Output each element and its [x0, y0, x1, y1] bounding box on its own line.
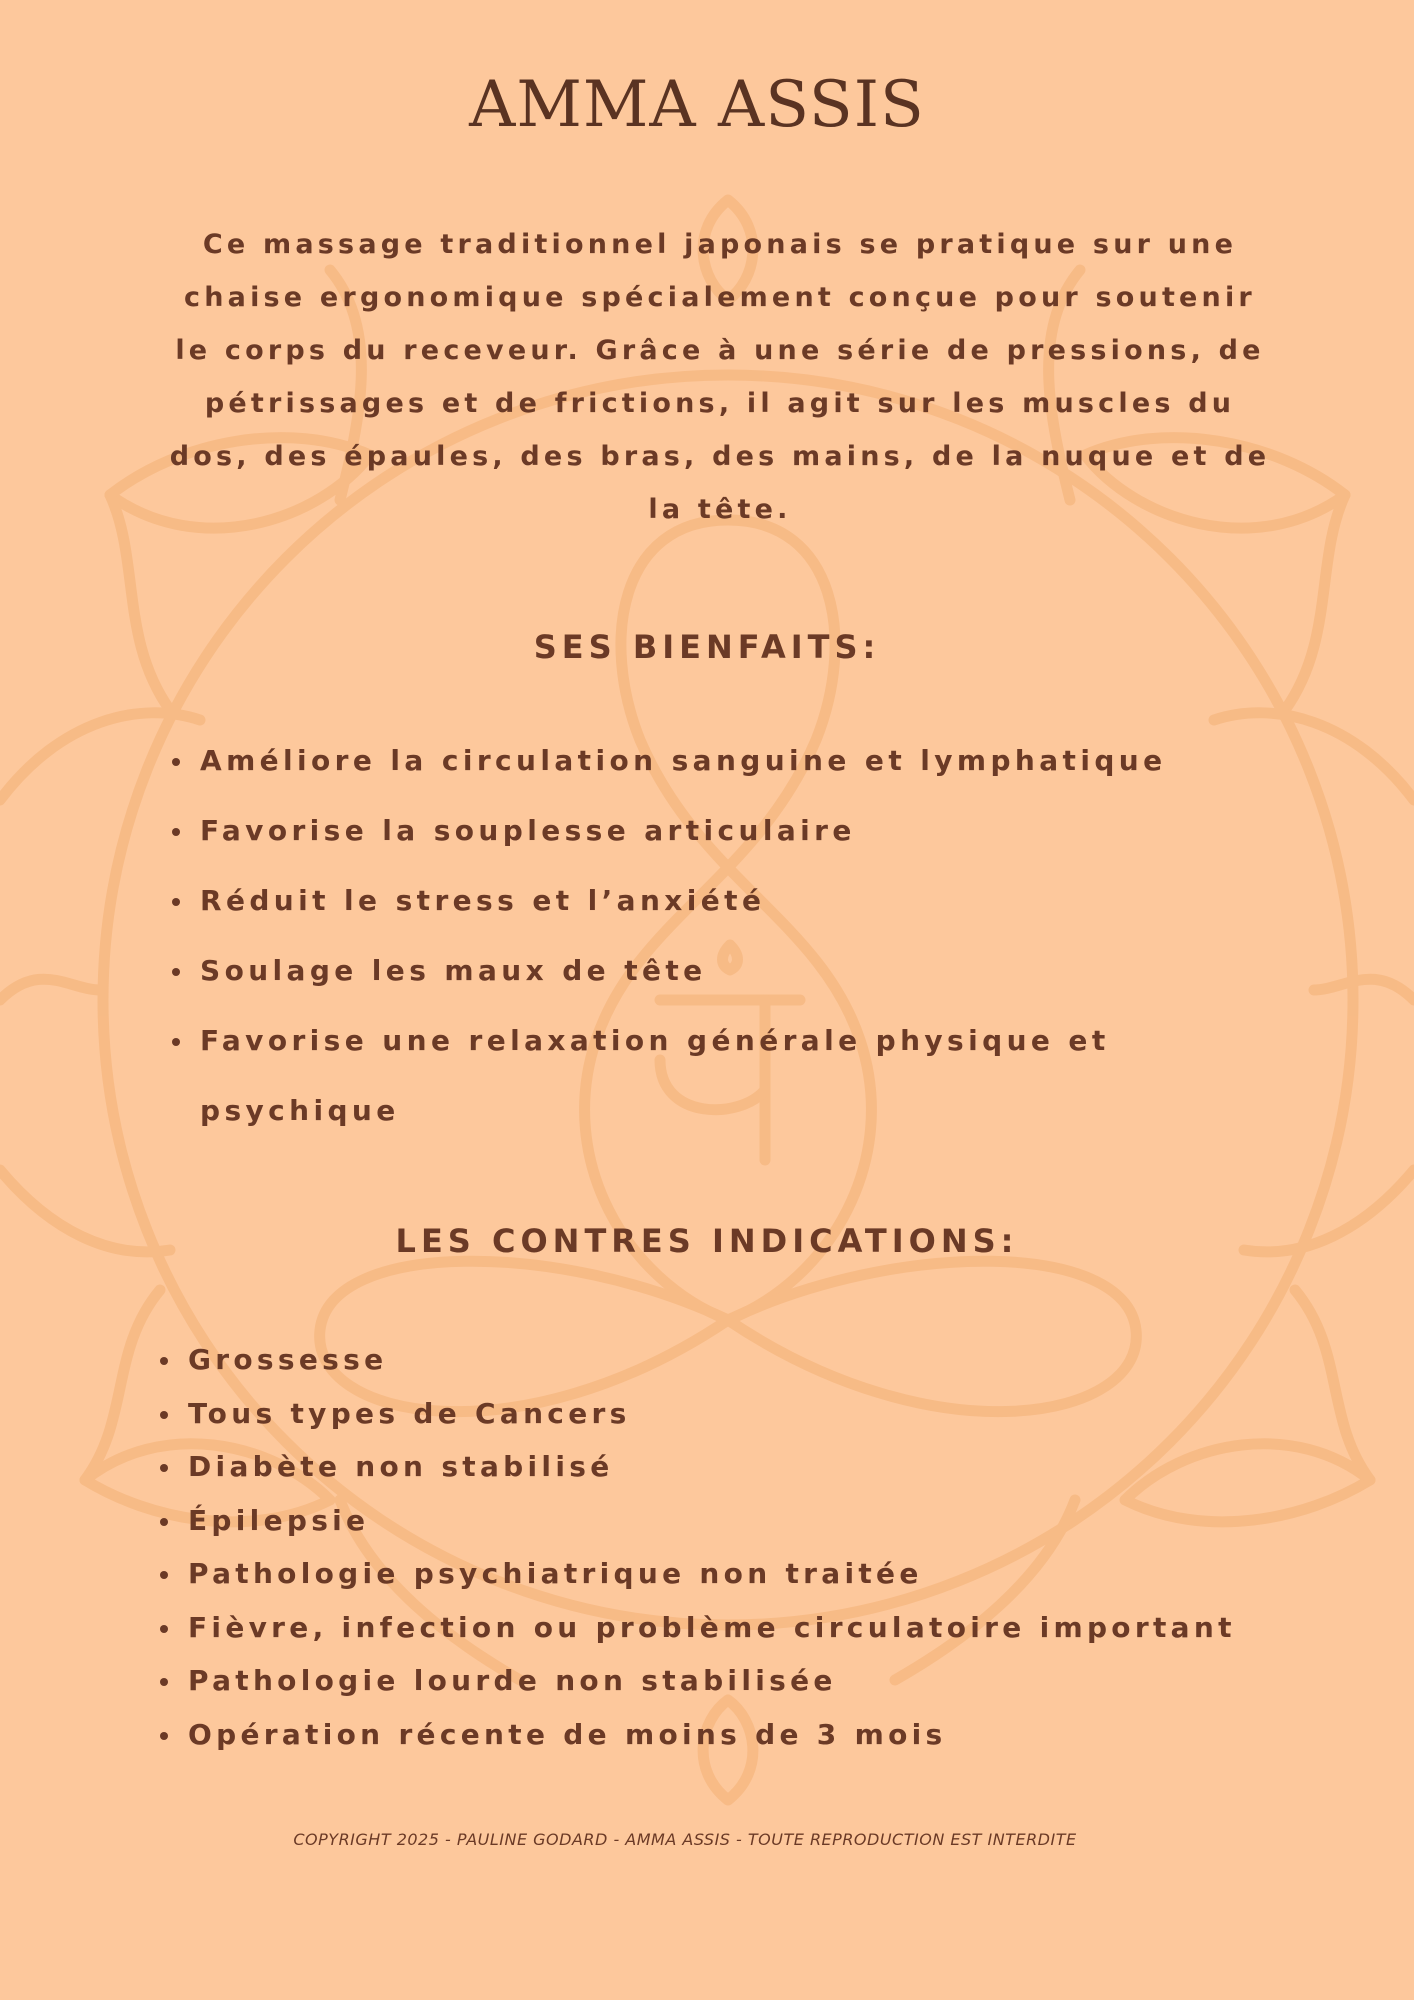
list-item: Soulage les maux de tête [200, 936, 1200, 1006]
list-item: Favorise une relaxation générale physique et psychique [200, 1006, 1200, 1146]
benefits-heading: SES BIENFAITS: [533, 628, 881, 666]
copyright-footer: COPYRIGHT 2025 - PAULINE GODARD - AMMA ASSIS - TOUTE REPRODUCTION EST INTERDITE [293, 1830, 1077, 1849]
list-item: Grossesse [188, 1333, 1248, 1387]
list-item: Pathologie psychiatrique non traitée [188, 1547, 1248, 1601]
list-item: Pathologie lourde non stabilisée [188, 1654, 1248, 1708]
list-item: Fièvre, infection ou problème circulatoire important [188, 1601, 1248, 1655]
list-item: Tous types de Cancers [188, 1387, 1248, 1441]
benefits-list [200, 726, 1200, 1146]
intro-paragraph: Ce massage traditionnel japonais se pratique sur une chaise ergonomique spécialement conçue pour soutenir le corps du receveur. Grâce à une série de pressions, de pétrissages et de frictions, il agit sur les muscles du dos, des épaules, des bras, des mains, de la nuque et de la tête. [169, 229, 1271, 525]
list-item: Favorise la souplesse articulaire [200, 796, 1200, 866]
page-title: AMMA ASSIS [469, 68, 925, 142]
list-item: Réduit le stress et l’anxiété [200, 866, 1200, 936]
list-item: Opération récente de moins de 3 mois [188, 1708, 1248, 1762]
list-item: Diabète non stabilisé [188, 1440, 1248, 1494]
list-item: Améliore la circulation sanguine et lymphatique [200, 726, 1200, 796]
contraindications-heading: LES CONTRES INDICATIONS: [395, 1222, 1019, 1260]
contraindications-list [188, 1333, 1248, 1761]
list-item: Épilepsie [188, 1494, 1248, 1548]
